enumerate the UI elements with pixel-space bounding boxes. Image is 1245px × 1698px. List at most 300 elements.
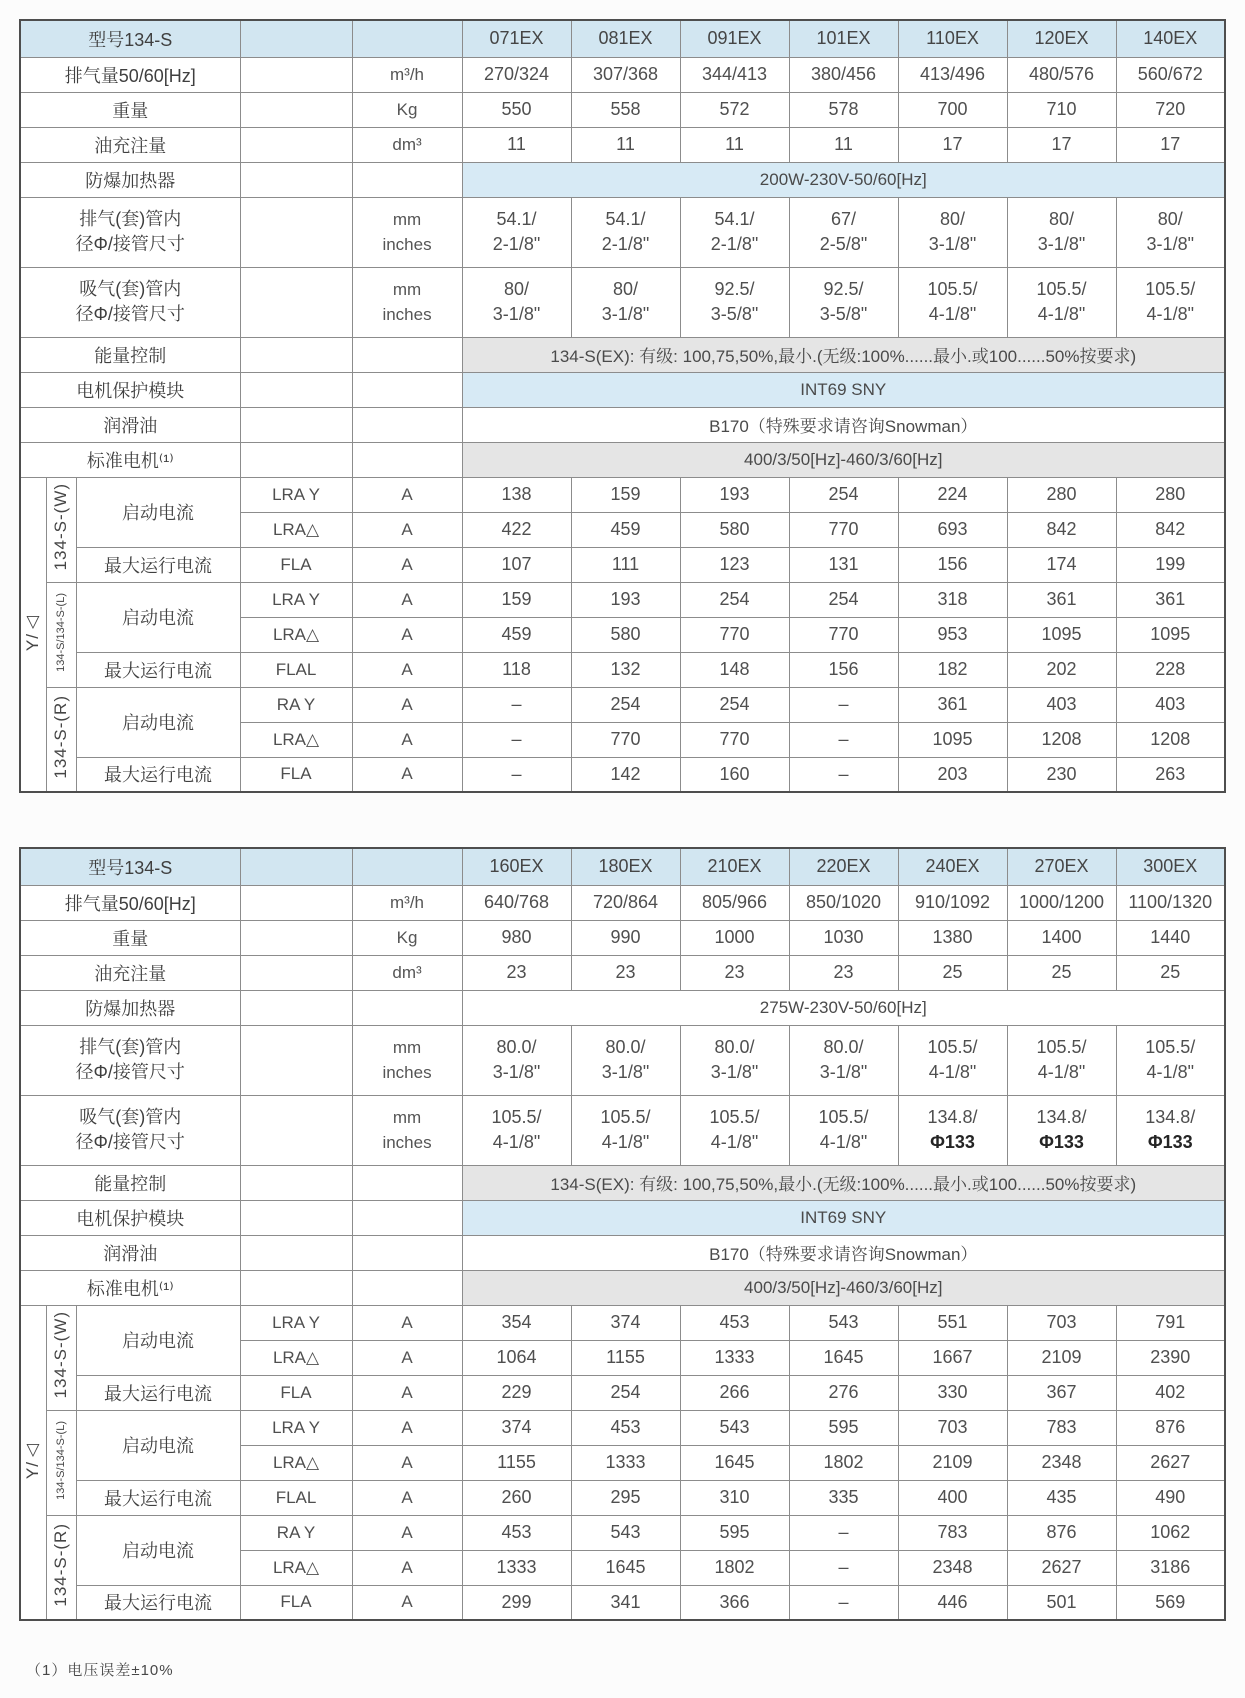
value-cell: 366 [680,1585,789,1620]
cell-line: 54.1/ [496,209,537,229]
row-label-cell: 排气量50/60[Hz] [20,57,240,92]
cell-line: 3-1/8" [601,304,650,324]
value-cell: 156 [898,547,1007,582]
cell-line: 3-1/8" [492,1062,541,1082]
unit-cell: A [352,1305,462,1340]
cell-line: 排气(套)管内 [79,1037,182,1057]
cell-line: 4-1/8" [710,1132,759,1152]
model-variant-label-cell-text: 134-S/134-S-(L) [55,1420,67,1500]
value-cell: 703 [1007,1305,1116,1340]
value-cell [1116,1095,1225,1165]
value-cell: 770 [571,722,680,757]
current-code-cell: RA Y [240,1515,352,1550]
unit-cell: A [352,617,462,652]
cell-line: 排气(套)管内 [79,209,182,229]
value-cell: 2627 [1007,1550,1116,1585]
value-cell: 193 [571,582,680,617]
row-label-cell: 标准电机⁽¹⁾ [20,442,240,477]
current-code-cell: LRA Y [240,1305,352,1340]
value-cell: 11 [680,127,789,162]
table-row [20,1410,1225,1445]
cell-line: inches [382,1063,432,1082]
unit-cell [352,197,462,267]
value-cell: – [789,1515,898,1550]
cell-line: 105.5/ [709,1107,760,1127]
current-category-cell: 最大运行电流 [76,1585,240,1620]
value-cell [571,197,680,267]
value-cell: 374 [462,1410,571,1445]
span-value-cell: B170（特殊要求请咨询Snowman） [462,1235,1225,1270]
current-category-cell: 最大运行电流 [76,757,240,792]
empty-cell [240,1200,352,1235]
value-cell: 2348 [1007,1445,1116,1480]
value-cell: 142 [571,757,680,792]
cell-line: 80.0/ [823,1037,864,1057]
cell-line: inches [382,235,432,254]
empty-cell [240,162,352,197]
current-category-cell: 最大运行电流 [76,1375,240,1410]
current-code-cell: FLA [240,757,352,792]
table-row [20,1480,1225,1515]
value-cell: 2348 [898,1550,1007,1585]
row-label-cell [20,267,240,337]
value-cell: – [789,687,898,722]
unit-cell [352,407,462,442]
cell-line: 134.8/ [1145,1107,1196,1127]
row-label-cell: 油充注量 [20,955,240,990]
row-label-cell: 电机保护模块 [20,1200,240,1235]
value-cell: 111 [571,547,680,582]
wiring-group-label-cell-text: Y/△ [23,612,43,652]
value-cell: 123 [680,547,789,582]
cell-line: 3-1/8" [1146,234,1194,254]
unit-cell [352,162,462,197]
value-cell: 1400 [1007,920,1116,955]
table-row [20,687,1225,722]
value-cell: 23 [789,955,898,990]
model-variant-label-cell [46,1410,76,1515]
model-variant-label-cell [46,582,76,687]
value-cell: 413/496 [898,57,1007,92]
table-row [20,652,1225,687]
unit-cell [352,442,462,477]
value-cell: 1645 [680,1445,789,1480]
value-cell: 263 [1116,757,1225,792]
value-cell: 254 [789,477,898,512]
current-category-cell: 启动电流 [76,687,240,757]
row-label-cell: 油充注量 [20,127,240,162]
unit-cell: A [352,547,462,582]
value-cell: 156 [789,652,898,687]
value-cell: 361 [1007,582,1116,617]
value-cell: 228 [1116,652,1225,687]
value-cell: 1062 [1116,1515,1225,1550]
value-cell: 2109 [1007,1340,1116,1375]
unit-cell: Kg [352,92,462,127]
table-row [20,1305,1225,1340]
row-label-cell: 防爆加热器 [20,162,240,197]
value-cell: 1030 [789,920,898,955]
value-cell: 1333 [462,1550,571,1585]
row-label-cell: 润滑油 [20,1235,240,1270]
value-cell: 17 [1116,127,1225,162]
unit-cell [352,372,462,407]
cell-line: mm [392,1038,422,1057]
table-row [20,197,1225,267]
value-cell: 783 [898,1515,1007,1550]
value-cell: 318 [898,582,1007,617]
empty-cell [240,990,352,1025]
table-row [20,757,1225,792]
value-cell: 1155 [462,1445,571,1480]
model-header-cell: 210EX [680,848,789,885]
value-cell: 453 [571,1410,680,1445]
value-cell: 1095 [898,722,1007,757]
current-code-cell: RA Y [240,687,352,722]
row-label-cell [20,1025,240,1095]
unit-cell [352,1025,462,1095]
wiring-group-label-cell-text: Y/△ [23,1440,43,1480]
cell-line: 134.8/ [1036,1107,1087,1127]
value-cell: 980 [462,920,571,955]
current-code-cell: FLA [240,1585,352,1620]
value-cell: 23 [571,955,680,990]
empty-cell [240,197,352,267]
value-cell: 380/456 [789,57,898,92]
value-cell: 770 [680,617,789,652]
cell-line: 80/ [1157,209,1183,229]
wiring-group-label-cell [20,477,46,792]
value-cell: 910/1092 [898,885,1007,920]
cell-line: 4-1/8" [601,1132,650,1152]
value-cell: 341 [571,1585,680,1620]
value-cell: 1155 [571,1340,680,1375]
value-cell: 11 [462,127,571,162]
value-cell: – [462,757,571,792]
empty-cell [240,267,352,337]
value-cell: 402 [1116,1375,1225,1410]
empty-cell [240,372,352,407]
row-label-cell: 电机保护模块 [20,372,240,407]
current-code-cell: LRA Y [240,477,352,512]
cell-line: 3-1/8" [1037,234,1086,254]
table-row [20,267,1225,337]
unit-cell [352,267,462,337]
value-cell: 17 [898,127,1007,162]
empty-cell [240,885,352,920]
cell-line: 80/ [613,279,639,299]
unit-cell: A [352,582,462,617]
value-cell: 578 [789,92,898,127]
value-cell: 260 [462,1480,571,1515]
value-cell: 1333 [680,1340,789,1375]
value-cell: 783 [1007,1410,1116,1445]
value-cell: 1095 [1116,617,1225,652]
span-value-cell: 134-S(EX): 有级: 100,75,50%,最小.(无级:100%......最小.或100......50%按要求) [462,1165,1225,1200]
empty-cell [240,57,352,92]
value-cell: 842 [1007,512,1116,547]
cell-line: 径Φ/接管尺寸 [75,304,185,324]
cell-line: 105.5/ [491,1107,542,1127]
value-cell: 174 [1007,547,1116,582]
cell-line: 4-1/8" [928,1062,977,1082]
value-cell: 1333 [571,1445,680,1480]
cell-line: mm [392,280,422,299]
cell-line: 105.5/ [927,279,978,299]
value-cell: – [789,1585,898,1620]
value-cell: 595 [789,1410,898,1445]
value-cell: 550 [462,92,571,127]
cell-line: 80.0/ [605,1037,646,1057]
cell-line: 80.0/ [496,1037,537,1057]
value-cell: 720 [1116,92,1225,127]
model-variant-label-cell-text: 134-S/134-S-(L) [55,592,67,672]
span-value-cell: 275W-230V-50/60[Hz] [462,990,1225,1025]
value-cell: 254 [789,582,898,617]
value-cell: 1064 [462,1340,571,1375]
value-cell: 254 [571,1375,680,1410]
table-row [20,127,1225,162]
value-cell: 403 [1007,687,1116,722]
value-cell: 501 [1007,1585,1116,1620]
value-cell: 203 [898,757,1007,792]
value-cell: 595 [680,1515,789,1550]
model-header-cell: 180EX [571,848,680,885]
value-cell [789,267,898,337]
table-row [20,1375,1225,1410]
unit-cell: m³/h [352,57,462,92]
value-cell: 1000 [680,920,789,955]
value-cell: 422 [462,512,571,547]
value-cell: 876 [1007,1515,1116,1550]
value-cell: 11 [789,127,898,162]
row-label-cell: 润滑油 [20,407,240,442]
cell-line: 2-1/8" [492,234,541,254]
cell-line: 80/ [504,279,530,299]
value-cell: 330 [898,1375,1007,1410]
value-cell [680,197,789,267]
value-cell: 1440 [1116,920,1225,955]
value-cell: 2109 [898,1445,1007,1480]
unit-cell: A [352,1410,462,1445]
model-variant-label-cell-text: 134-S-(R) [51,1522,70,1607]
current-code-cell: FLAL [240,652,352,687]
current-code-cell: LRA△ [240,1550,352,1585]
value-cell [571,267,680,337]
cell-line: mm [392,1108,422,1127]
value-cell: 295 [571,1480,680,1515]
cell-line: 吸气(套)管内 [79,1107,182,1127]
value-cell: 700 [898,92,1007,127]
current-category-cell: 启动电流 [76,582,240,652]
value-cell: 280 [1007,477,1116,512]
value-cell: 159 [571,477,680,512]
value-cell: – [789,722,898,757]
current-code-cell: LRA Y [240,1410,352,1445]
value-cell [680,267,789,337]
model-header-cell: 120EX [1007,20,1116,57]
value-cell: 193 [680,477,789,512]
table-row [20,1585,1225,1620]
value-cell: 182 [898,652,1007,687]
cell-line: 径Φ/接管尺寸 [75,1062,185,1082]
value-cell: 335 [789,1480,898,1515]
value-cell: 118 [462,652,571,687]
span-value-cell: 400/3/50[Hz]-460/3/60[Hz] [462,1270,1225,1305]
model-header-cell: 240EX [898,848,1007,885]
value-cell: – [789,1550,898,1585]
cell-line: 105.5/ [1145,279,1196,299]
unit-cell: Kg [352,920,462,955]
value-cell [1007,1025,1116,1095]
value-cell: 580 [571,617,680,652]
cell-line: 134.8/ [927,1107,978,1127]
current-code-cell: FLAL [240,1480,352,1515]
table-row [20,162,1225,197]
footnote: （1）电压误差±10% [26,1662,174,1679]
current-category-cell: 启动电流 [76,477,240,547]
model-series-label: 型号134-S [20,20,240,57]
unit-cell [352,1095,462,1165]
header-empty-cell [240,20,352,57]
value-cell: 1802 [789,1445,898,1480]
cell-line: 3-1/8" [601,1062,650,1082]
current-code-cell: LRA△ [240,1445,352,1480]
cell-line: 径Φ/接管尺寸 [75,234,185,254]
value-cell: 480/576 [1007,57,1116,92]
value-cell: 446 [898,1585,1007,1620]
model-header-cell: 160EX [462,848,571,885]
value-cell: 403 [1116,687,1225,722]
unit-cell: A [352,1585,462,1620]
value-cell [898,1025,1007,1095]
value-cell: 560/672 [1116,57,1225,92]
value-cell: 254 [571,687,680,722]
value-cell: 770 [680,722,789,757]
header-empty-cell [240,848,352,885]
cell-line: 54.1/ [714,209,755,229]
value-cell: 1095 [1007,617,1116,652]
table-row [20,337,1225,372]
cell-line: 4-1/8" [1037,1062,1086,1082]
value-cell: 720/864 [571,885,680,920]
value-cell: 344/413 [680,57,789,92]
cell-line: 105.5/ [1036,1037,1087,1057]
value-cell [462,197,571,267]
value-cell [789,1095,898,1165]
cell-line: 3-1/8" [492,304,541,324]
cell-line: 2-1/8" [601,234,650,254]
value-cell: 11 [571,127,680,162]
current-category-cell: 最大运行电流 [76,1480,240,1515]
value-cell: 791 [1116,1305,1225,1340]
current-category-cell: 启动电流 [76,1305,240,1375]
empty-cell [240,407,352,442]
value-cell: 842 [1116,512,1225,547]
empty-cell [240,1095,352,1165]
table-row [20,1025,1225,1095]
spec-table-1 [19,19,1226,793]
value-cell: 361 [1116,582,1225,617]
value-cell: 310 [680,1480,789,1515]
value-cell: 361 [898,687,1007,722]
model-header-cell: 270EX [1007,848,1116,885]
value-cell: 107 [462,547,571,582]
unit-cell: A [352,477,462,512]
value-cell: 580 [680,512,789,547]
unit-cell: A [352,1515,462,1550]
row-label-cell: 排气量50/60[Hz] [20,885,240,920]
value-cell: 876 [1116,1410,1225,1445]
table-row [20,848,1225,885]
model-header-cell: 081EX [571,20,680,57]
value-cell [789,197,898,267]
current-code-cell: LRA Y [240,582,352,617]
value-cell: 459 [571,512,680,547]
cell-line: 2-1/8" [710,234,759,254]
current-category-cell: 启动电流 [76,1410,240,1480]
cell-line: 105.5/ [600,1107,651,1127]
value-cell [789,1025,898,1095]
value-cell: 254 [680,687,789,722]
header-empty-cell [352,848,462,885]
empty-cell [240,1025,352,1095]
model-header-cell: 071EX [462,20,571,57]
value-cell: 299 [462,1585,571,1620]
value-cell [571,1095,680,1165]
value-cell: 703 [898,1410,1007,1445]
value-cell: 435 [1007,1480,1116,1515]
cell-line: 54.1/ [605,209,646,229]
row-label-cell [20,197,240,267]
value-cell: – [462,722,571,757]
table-row [20,442,1225,477]
unit-cell: m³/h [352,885,462,920]
value-cell: 543 [680,1410,789,1445]
cell-line: 4-1/8" [1146,304,1194,324]
value-cell: 1100/1320 [1116,885,1225,920]
current-code-cell: LRA△ [240,617,352,652]
cell-line: 3-5/8" [710,304,759,324]
value-cell [680,1095,789,1165]
table-row [20,990,1225,1025]
value-cell: 224 [898,477,1007,512]
table-row [20,372,1225,407]
unit-cell [352,1165,462,1200]
table-row [20,1165,1225,1200]
empty-cell [240,1165,352,1200]
cell-line: 92.5/ [714,279,755,299]
unit-cell: dm³ [352,127,462,162]
value-cell: 199 [1116,547,1225,582]
value-cell: 1667 [898,1340,1007,1375]
row-label-cell: 防爆加热器 [20,990,240,1025]
value-cell: 551 [898,1305,1007,1340]
value-cell: 230 [1007,757,1116,792]
wiring-group-label-cell [20,1305,46,1620]
value-cell [1116,267,1225,337]
value-cell: – [789,757,898,792]
value-cell: 453 [680,1305,789,1340]
table-row [20,885,1225,920]
table-row [20,477,1225,512]
value-cell: 1208 [1116,722,1225,757]
value-cell: 490 [1116,1480,1225,1515]
cell-line: 67/ [831,209,857,229]
value-cell: 850/1020 [789,885,898,920]
value-cell: 953 [898,617,1007,652]
current-category-cell: 最大运行电流 [76,547,240,582]
